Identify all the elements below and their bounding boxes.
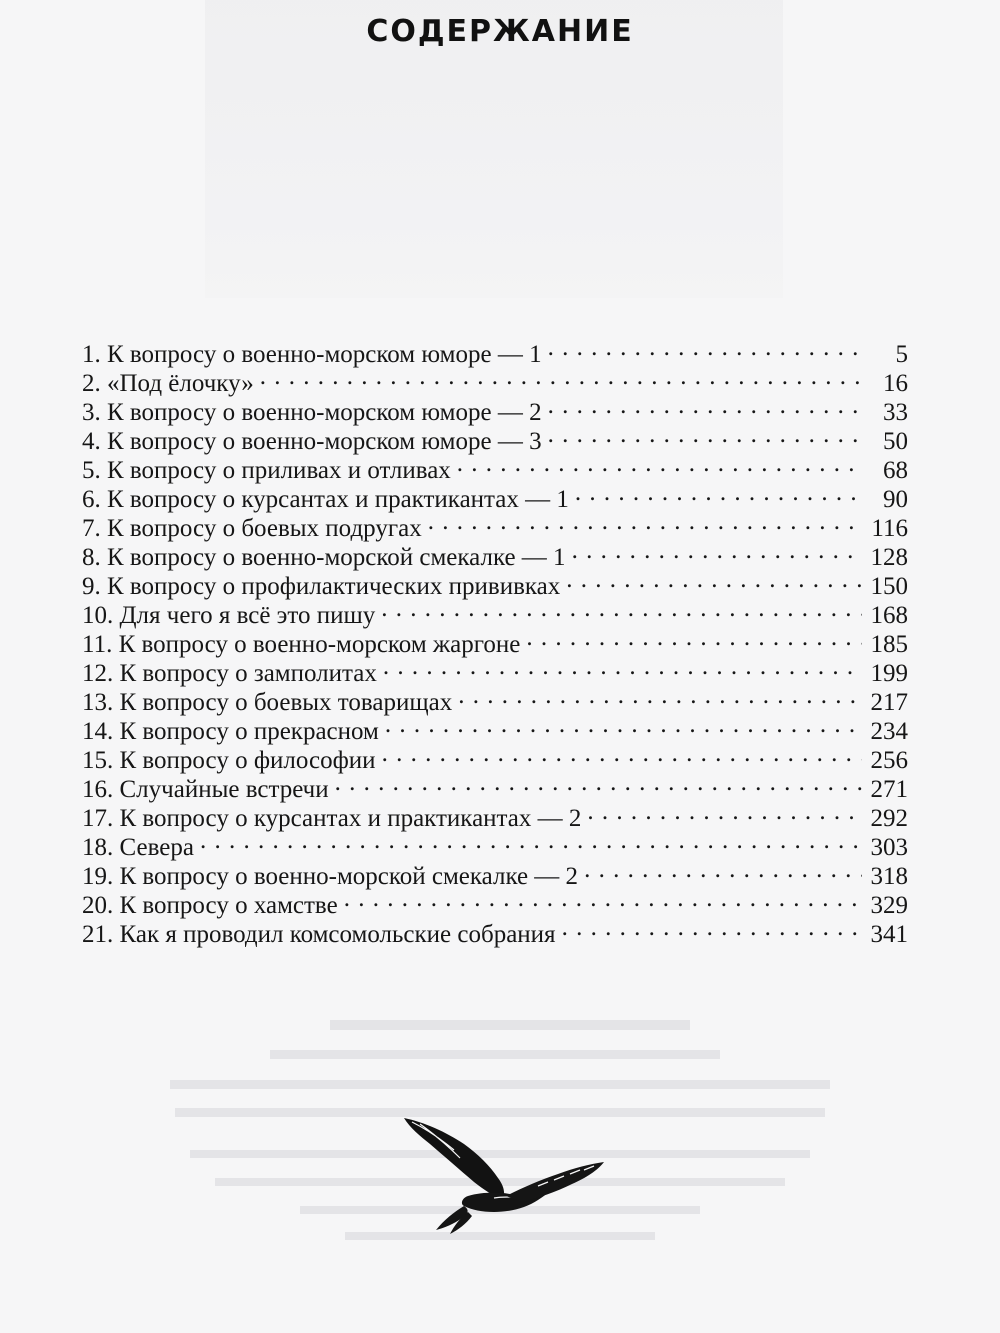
toc-entry-page: 234 [870, 718, 908, 745]
toc-entry-title: 10. Для чего я всё это пишу [82, 602, 376, 629]
toc-entry-title: 11. К вопросу о военно-морском жаргоне [82, 631, 521, 658]
dot-leader [548, 333, 862, 362]
toc-entry-title: 20. К вопросу о хамстве [82, 892, 338, 919]
toc-entry [82, 855, 908, 890]
dot-leader [587, 797, 862, 826]
seagull-icon [398, 1112, 610, 1238]
toc-entry-title: 7. К вопросу о боевых подругах [82, 515, 422, 542]
toc-entry-title: 6. К вопросу о курсантах и практикантах — 1 [82, 486, 569, 513]
toc-entry-title: 13. К вопросу о боевых товарищах [82, 689, 453, 716]
dot-leader [584, 855, 862, 884]
toc-entry-page: 292 [870, 805, 908, 832]
toc-entry-title: 3. К вопросу о военно-морском юморе — 2 [82, 399, 542, 426]
page-title: СОДЕРЖАНИЕ [366, 14, 634, 49]
toc-entry-page: 256 [870, 747, 908, 774]
toc-entry-page: 68 [883, 457, 908, 484]
toc-entry-page: 271 [870, 776, 908, 803]
toc-entry-title: 5. К вопросу о приливах и отливах [82, 457, 451, 484]
toc-entry-title: 2. «Под ёлочку» [82, 370, 254, 397]
toc-entry-page: 128 [870, 544, 908, 571]
toc-entry-title: 14. К вопросу о прекрасном [82, 718, 379, 745]
toc-entry-page: 50 [883, 428, 908, 455]
dot-leader [562, 913, 862, 942]
toc-entry-page: 168 [870, 602, 908, 629]
dot-leader [457, 449, 862, 478]
toc-entry-page: 90 [883, 486, 908, 513]
toc-entry-title: 17. К вопросу о курсантах и практикантах — 2 [82, 805, 582, 832]
toc-entry-page: 116 [871, 515, 908, 542]
dot-leader [572, 536, 862, 565]
toc-entry-page: 199 [870, 660, 908, 687]
toc-entry-page: 303 [870, 834, 908, 861]
dot-leader [548, 391, 862, 420]
toc-entry-title: 1. К вопросу о военно-морском юморе — 1 [82, 341, 542, 368]
toc-entry [82, 826, 908, 861]
toc-entry-title: 16. Случайные встречи [82, 776, 329, 803]
table-of-contents [82, 333, 908, 948]
toc-entry-page: 185 [870, 631, 908, 658]
toc-entry-page: 318 [870, 863, 908, 890]
dot-leader [335, 768, 862, 797]
toc-entry-title: 19. К вопросу о военно-морской смекалке — 2 [82, 863, 579, 890]
dot-leader [526, 623, 862, 652]
toc-entry-page: 33 [883, 399, 908, 426]
dot-leader [458, 681, 862, 710]
toc-entry-page: 341 [870, 921, 908, 948]
dot-leader [382, 739, 862, 768]
toc-entry-title: 9. К вопросу о профилактических прививках [82, 573, 561, 600]
dot-leader [566, 565, 862, 594]
toc-entry-title: 8. К вопросу о военно-морской смекалке — 1 [82, 544, 566, 571]
dot-leader [381, 594, 862, 623]
toc-entry-page: 150 [870, 573, 908, 600]
dot-leader [260, 362, 862, 391]
dot-leader [428, 507, 862, 536]
toc-entry [82, 333, 908, 368]
toc-entry-title: 18. Севера [82, 834, 194, 861]
toc-entry-page: 329 [870, 892, 908, 919]
toc-entry-page: 5 [895, 341, 908, 368]
dot-leader [383, 652, 862, 681]
dot-leader [575, 478, 862, 507]
dot-leader [548, 420, 862, 449]
toc-entry-title: 21. Как я проводил комсомольские собрания [82, 921, 556, 948]
toc-entry-title: 4. К вопросу о военно-морском юморе — 3 [82, 428, 542, 455]
dot-leader [344, 884, 862, 913]
toc-entry-title: 15. К вопросу о философии [82, 747, 376, 774]
toc-entry-title: 12. К вопросу о замполитах [82, 660, 377, 687]
toc-entry-page: 16 [883, 370, 908, 397]
dot-leader [385, 710, 862, 739]
dot-leader [200, 826, 862, 855]
toc-entry-page: 217 [870, 689, 908, 716]
